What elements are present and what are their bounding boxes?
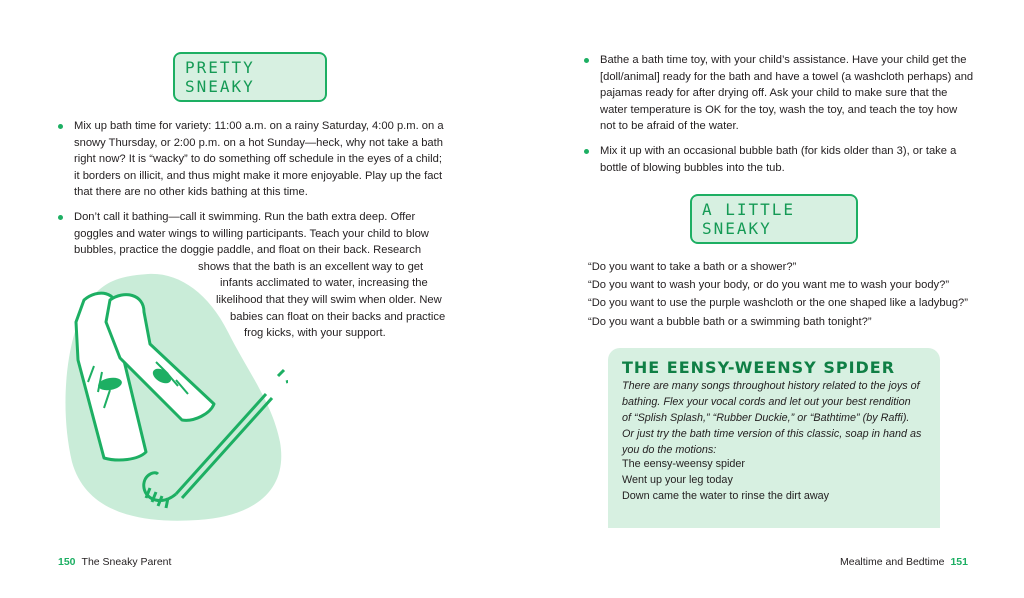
lyric-line: Down came the water to rinse the dirt away — [622, 490, 830, 502]
sidebar-line: bathing. Flex your vocal cords and let out your best rendition — [622, 396, 911, 408]
text-line: that there are no other kids bathing at this time. — [74, 186, 308, 199]
right-folio — [840, 556, 968, 568]
text-line: Mix up bath time for variety: 11:00 a.m. on a rainy Saturday, 4:00 p.m. on a — [74, 120, 444, 132]
sidebar-line: you do the motions: — [622, 444, 717, 456]
sidebar-line: of “Splish Splash,” “Rubber Duckie,” or “Bathtime” (by Raffi). — [622, 412, 910, 424]
pretty-sneaky-badge — [173, 52, 327, 102]
right-bullet-list — [584, 52, 1004, 184]
page-number: 151 — [950, 556, 968, 568]
song-lyrics — [622, 456, 829, 504]
badge-label: PRETTY SNEAKY — [173, 52, 327, 102]
text-line: frog kicks, with your support. — [244, 327, 386, 340]
text-line: not to be afraid of the water. — [600, 120, 739, 133]
left-folio — [58, 556, 171, 568]
text-line: goggles and water wings to willing participants. Teach your child to blow — [74, 227, 429, 240]
sample-questions — [588, 258, 968, 331]
text-line: Don’t call it bathing—call it swimming. Run the bath extra deep. Offer — [74, 210, 416, 223]
text-line: snowy Thursday, or 2:00 p.m. on a hot Sunday—heck, why not take a bath — [74, 136, 443, 149]
flippers-and-snorkel-icon — [58, 262, 288, 524]
text-line: water temperature is OK for the toy, wash the toy, and teach the toy how — [600, 103, 958, 116]
quote-line: “Do you want to use the purple washcloth or the one shaped like a ladybug?” — [588, 297, 968, 310]
chapter-title: Mealtime and Bedtime — [840, 556, 945, 568]
lyric-line: The eensy-weensy spider — [622, 458, 746, 470]
text-line: likelihood that they will swim when older. New — [216, 293, 442, 306]
sidebar-line: There are many songs throughout history related to the joys of — [622, 380, 920, 392]
text-line: Mix it up with an occasional bubble bath (for kids older than 3), or take a — [600, 144, 957, 157]
sidebar-body — [622, 378, 921, 458]
text-line: shows that the bath is an excellent way to get — [198, 260, 424, 273]
quote-line: “Do you want to take a bath or a shower?” — [588, 261, 797, 273]
text-line: infants acclimated to water, increasing the — [220, 277, 428, 290]
text-line: bubbles, practice the doggie paddle, and float on their back. Research — [74, 244, 422, 257]
sidebar-box — [608, 348, 940, 528]
list-item — [58, 118, 458, 201]
right-page — [512, 0, 1024, 598]
lyric-line: Went up your leg today — [622, 474, 733, 486]
sidebar-title: THE EENSY-WEENSY SPIDER — [622, 358, 896, 377]
list-item — [584, 143, 1004, 176]
text-line: [doll/animal] ready for the bath and have a towel (a washcloth perhaps) and — [600, 70, 974, 83]
text-line: pajamas ready for after drying off. Ask your child to make sure that the — [600, 87, 948, 100]
sidebar-line: Or just try the bath time version of this classic, soap in hand as — [622, 428, 922, 440]
text-line: it borders on illicit, and thus might make it more enjoyable. Play up the fact — [74, 169, 443, 182]
quote-line: “Do you want to wash your body, or do you want me to wash your body?” — [588, 279, 950, 292]
text-line: bottle of blowing bubbles into the tub. — [600, 161, 785, 174]
a-little-sneaky-badge — [690, 194, 858, 244]
page-number: 150 — [58, 556, 76, 568]
text-line: babies can float on their backs and practice — [230, 310, 446, 323]
list-item — [584, 52, 1004, 135]
badge-label: A LITTLE SNEAKY — [690, 194, 858, 244]
text-line: right now? It is “wacky” to do something off schedule in the eyes of a child; — [74, 153, 442, 166]
book-title: The Sneaky Parent — [81, 556, 172, 568]
text-line: Bathe a bath time toy, with your child’s assistance. Have your child get the — [600, 54, 967, 66]
quote-line: “Do you want a bubble bath or a swimming bath tonight?” — [588, 315, 872, 328]
